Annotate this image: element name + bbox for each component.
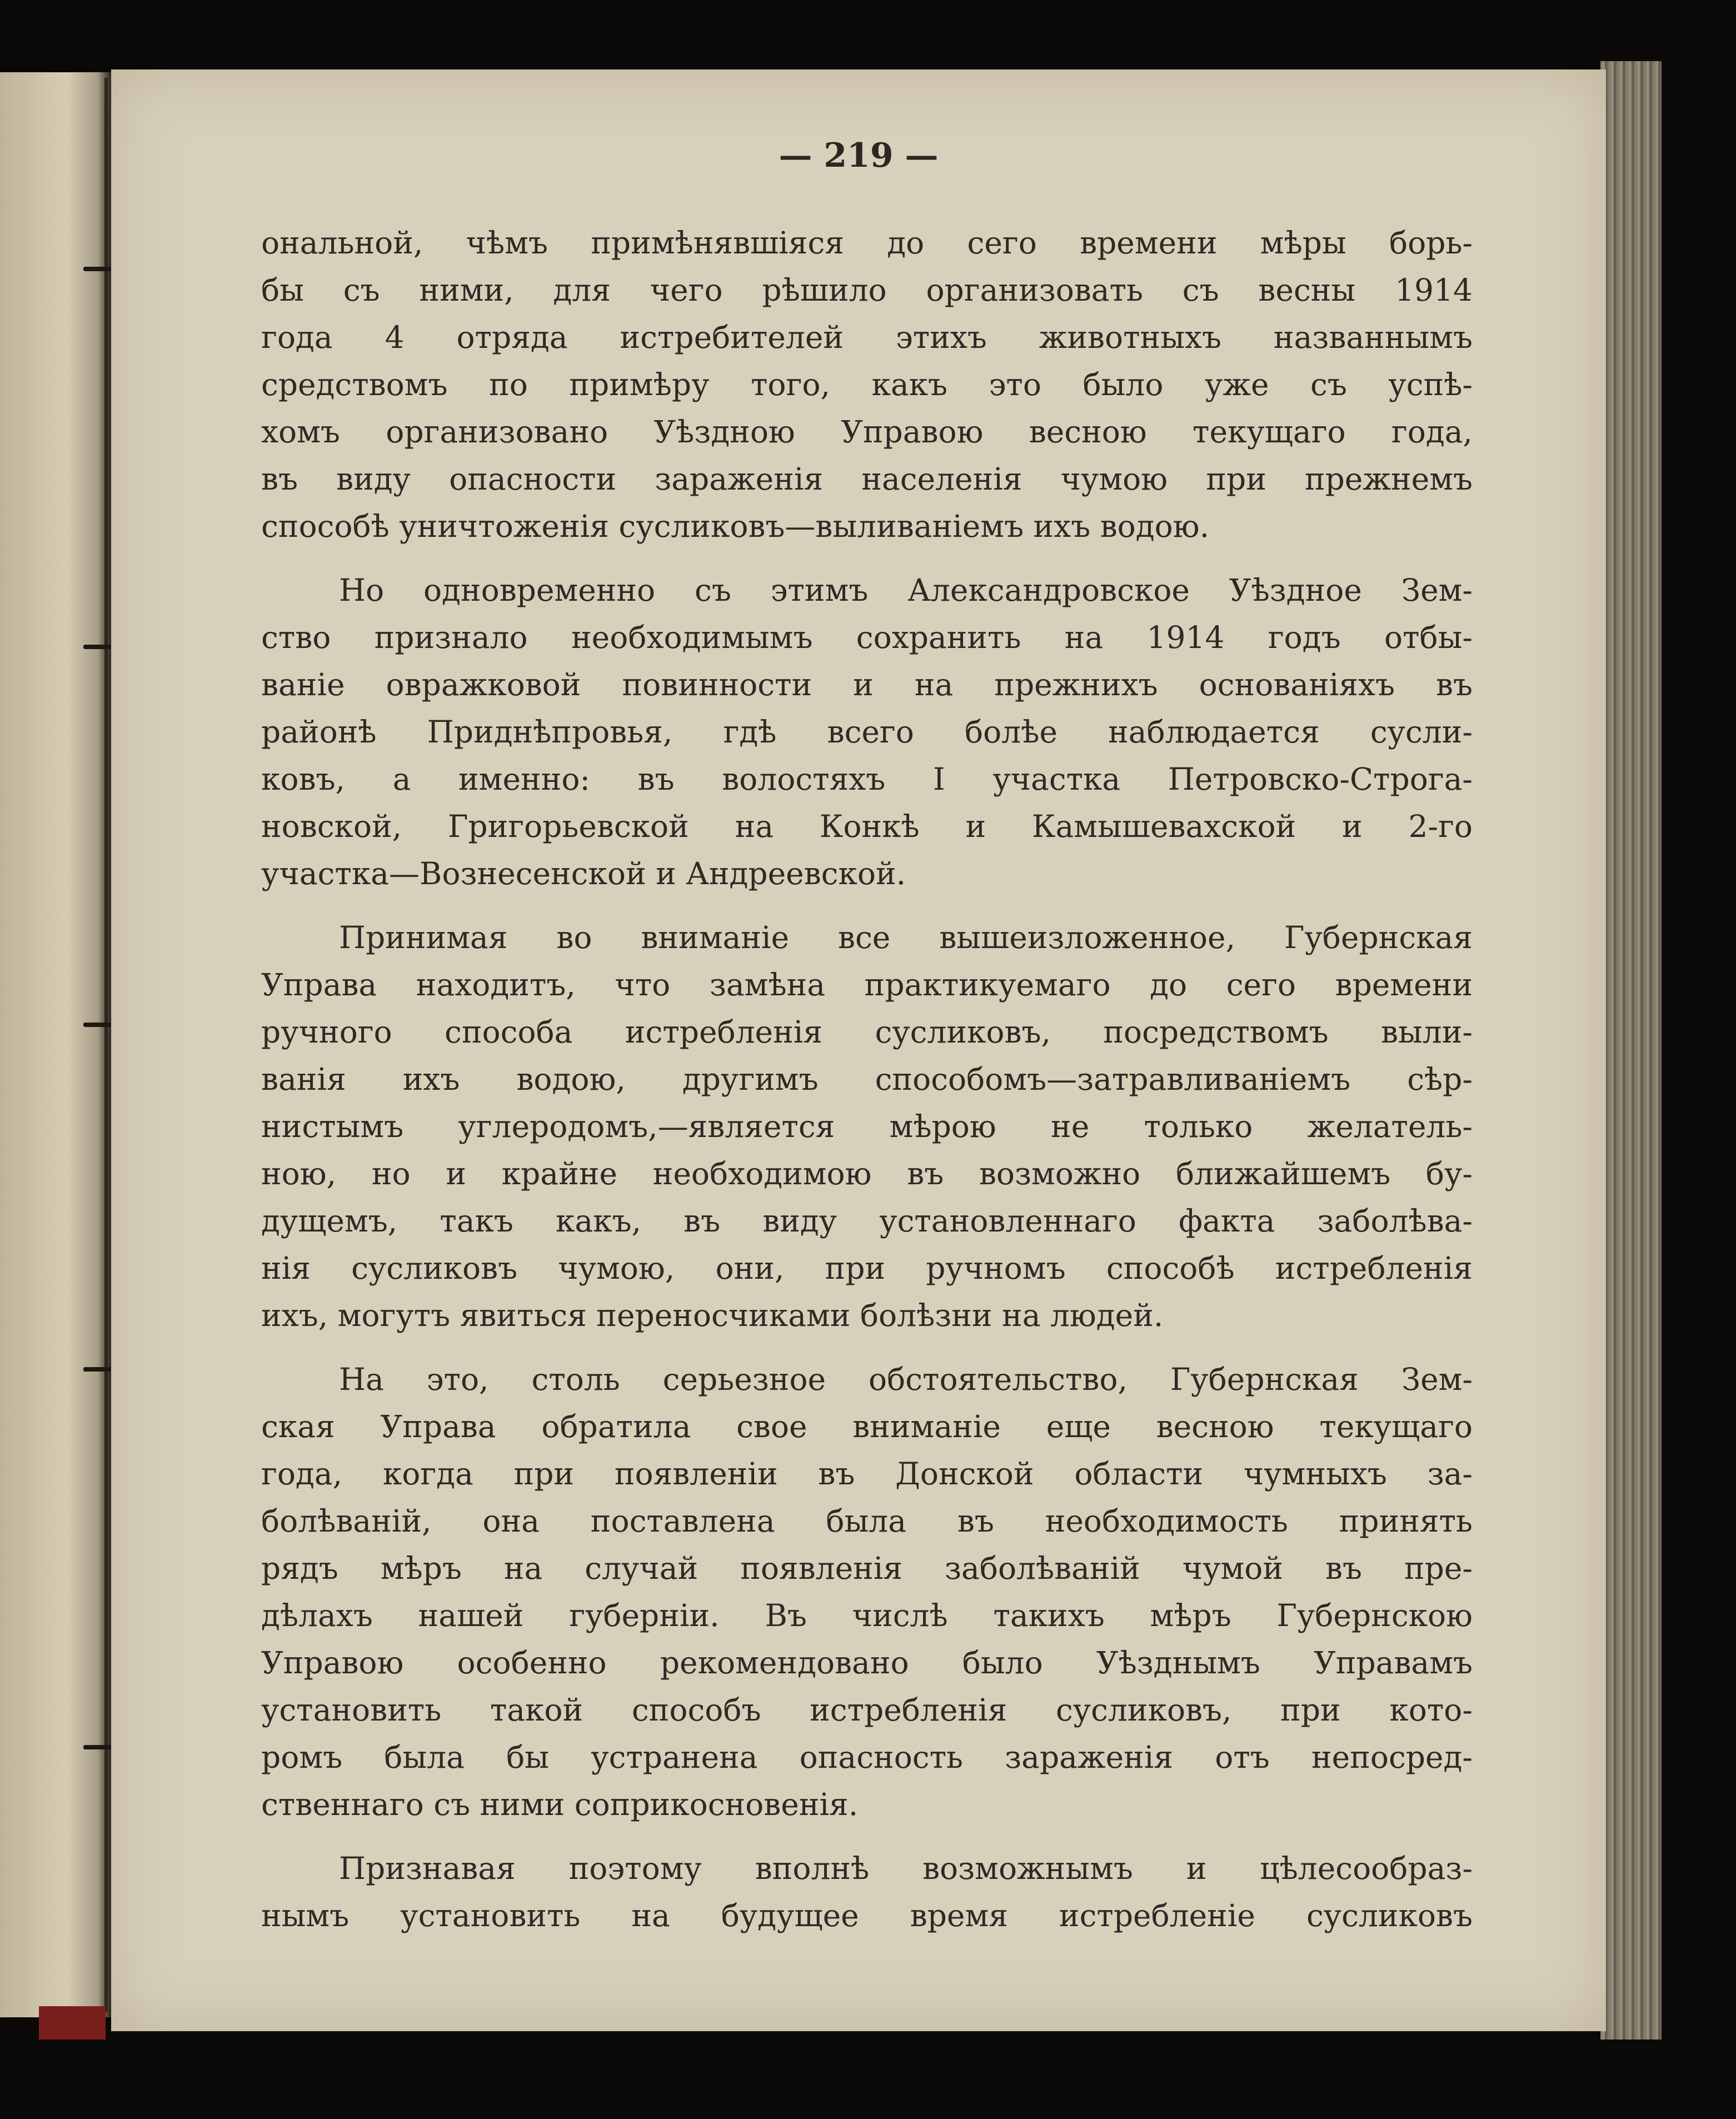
- text-line: ваніе овражковой повинности и на прежнихъ основаніяхъ въ: [261, 667, 1473, 702]
- paragraph: [261, 1845, 1473, 1939]
- paragraph: [261, 567, 1473, 898]
- binding-stitch: [83, 645, 111, 649]
- book-page: [111, 69, 1606, 2031]
- text-line: ихъ, могутъ явиться переносчиками болѣзни на людей.: [261, 1298, 1164, 1333]
- text-line: способѣ уничтоженія сусликовъ—выливаніемъ ихъ водою.: [261, 508, 1210, 544]
- text-line: установить такой способъ истребленія сусликовъ, при кото-: [261, 1692, 1473, 1728]
- page-stack-edge: [1600, 61, 1662, 2040]
- text-line: ственнаго съ ними соприкосновенія.: [261, 1787, 859, 1822]
- text-line: дѣлахъ нашей губерніи. Въ числѣ такихъ мѣръ Губернскою: [261, 1598, 1473, 1633]
- paragraph: [261, 220, 1473, 550]
- page-number: — 219 —: [779, 136, 939, 175]
- paragraph: [261, 914, 1473, 1339]
- binding-stitch: [83, 267, 111, 271]
- text-line: ною, но и крайне необходимою въ возможно ближайшемъ бу-: [261, 1156, 1473, 1191]
- paragraph: [261, 1356, 1473, 1828]
- text-line: хомъ организовано Уѣздною Управою весною текущаго года,: [261, 414, 1473, 450]
- text-line: ромъ была бы устранена опасность зараженія отъ непосред-: [261, 1739, 1473, 1775]
- binding-stitch: [83, 1745, 111, 1749]
- text-line: участка—Вознесенской и Андреевской.: [261, 856, 906, 891]
- book-spine: [0, 72, 111, 2017]
- text-line: болѣваній, она поставлена была въ необходимость принять: [261, 1503, 1473, 1539]
- text-line: районѣ Приднѣпровья, гдѣ всего болѣе наблюдается сусли-: [261, 714, 1473, 750]
- text-line: ство признало необходимымъ сохранить на 1914 годъ отбы-: [261, 620, 1473, 655]
- text-line: рядъ мѣръ на случай появленія заболѣваній чумой въ пре-: [261, 1550, 1473, 1586]
- text-line: Признавая поэтому вполнѣ возможнымъ и цѣлесообраз-: [339, 1851, 1473, 1886]
- text-line: года 4 отряда истребителей этихъ животныхъ названнымъ: [261, 320, 1473, 355]
- text-line: дущемъ, такъ какъ, въ виду установленнаго факта заболѣва-: [261, 1203, 1473, 1239]
- binding-stitch: [83, 1023, 111, 1027]
- binding-gutter: [104, 78, 108, 2012]
- text-line: Управа находитъ, что замѣна практикуемаго до сего времени: [261, 967, 1473, 1003]
- page-text: [261, 220, 1473, 1939]
- text-line: бы съ ними, для чего рѣшило организовать съ весны 1914: [261, 272, 1473, 308]
- text-line: ванія ихъ водою, другимъ способомъ—затравливаніемъ сѣр-: [261, 1061, 1473, 1097]
- text-line: На это, столь серьезное обстоятельство, Губернская Зем-: [339, 1362, 1473, 1397]
- binding-stitch: [83, 1367, 111, 1372]
- cover-edge: [39, 2006, 106, 2040]
- text-line: нистымъ углеродомъ,—является мѣрою не только желатель-: [261, 1109, 1473, 1144]
- text-line: ручного способа истребленія сусликовъ, посредствомъ выли-: [261, 1014, 1473, 1050]
- text-line: Но одновременно съ этимъ Александровское Уѣздное Зем-: [339, 572, 1473, 608]
- text-line: въ виду опасности зараженія населенія чумою при прежнемъ: [261, 461, 1473, 497]
- text-line: ковъ, а именно: въ волостяхъ I участка Петровско-Строга-: [261, 761, 1473, 797]
- text-line: Управою особенно рекомендовано было Уѣзднымъ Управамъ: [261, 1645, 1473, 1681]
- text-line: нія сусликовъ чумою, они, при ручномъ способѣ истребленія: [261, 1250, 1473, 1286]
- text-line: года, когда при появленіи въ Донской области чумныхъ за-: [261, 1456, 1473, 1492]
- text-line: нымъ установить на будущее время истребленіе сусликовъ: [261, 1898, 1473, 1933]
- text-line: средствомъ по примѣру того, какъ это было уже съ успѣ-: [261, 367, 1473, 402]
- text-line: Принимая во вниманіе все вышеизложенное, Губернская: [339, 920, 1473, 955]
- text-line: ская Управа обратила свое вниманіе еще весною текущаго: [261, 1409, 1473, 1444]
- text-line: новской, Григорьевской на Конкѣ и Камышевахской и 2-го: [261, 809, 1473, 844]
- text-line: ональной, чѣмъ примѣнявшіяся до сего времени мѣры борь-: [261, 225, 1473, 261]
